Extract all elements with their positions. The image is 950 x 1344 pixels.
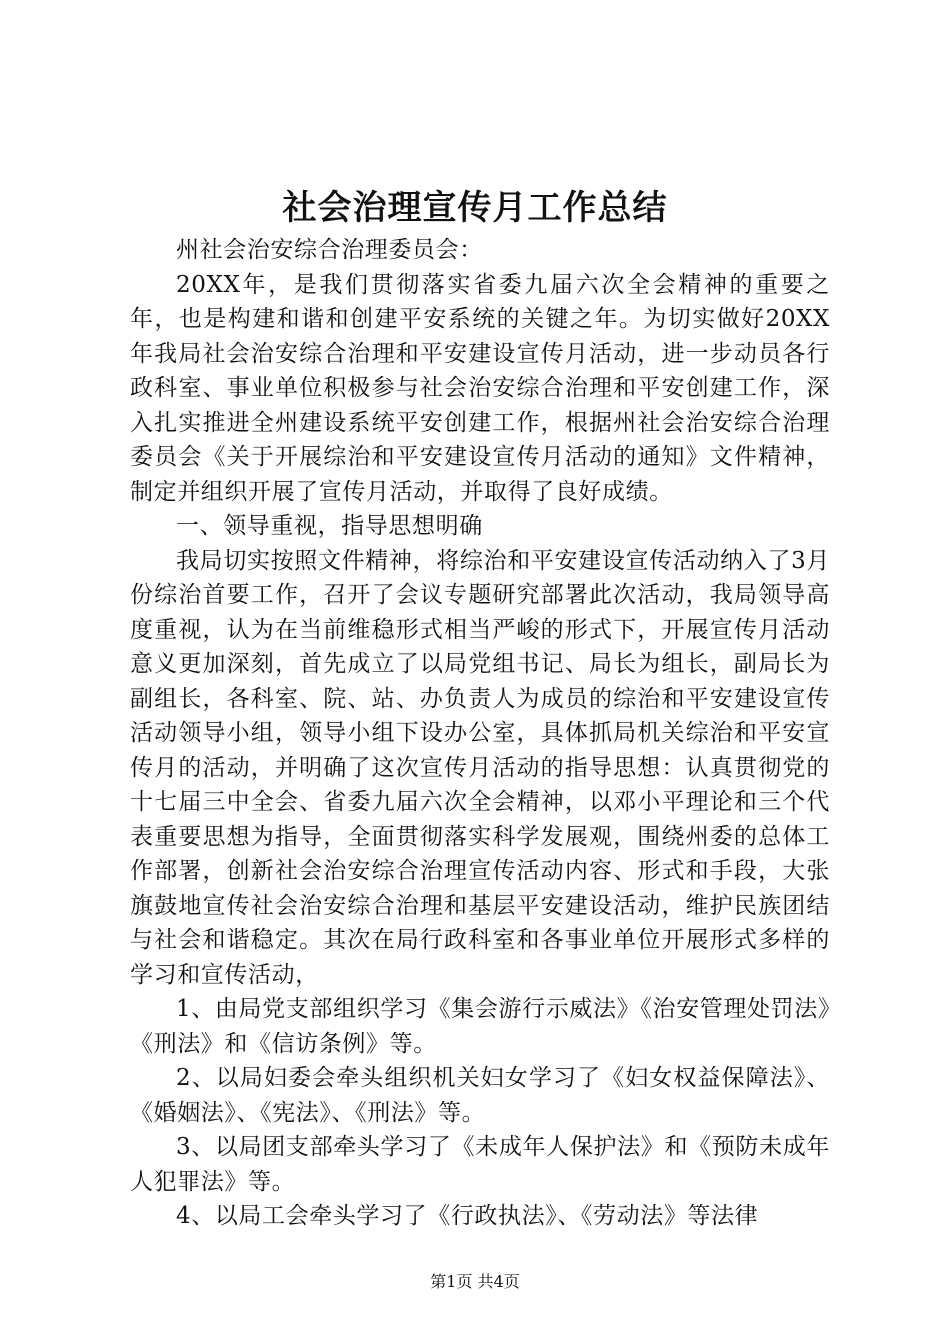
document-title: 社会治理宣传月工作总结 [282, 188, 668, 228]
page-number: 第1页 共4页 [430, 1272, 520, 1291]
section-heading: 一、领导重视，指导思想明确 [176, 513, 483, 539]
section-paragraph: 我局切实按照文件精神，将综治和平安建设宣传活动纳入了3月份综治首要工作，召开了会议专题研究部署此次活动，我局领导高度重视，认为在当前维稳形式相当严峻的形式下，开展宣传月活动意义更加深刻，首先成立了以局党组书记、局长为组长，副局长为副组长，各科室、院、站、办负责人为成员的综治和平安建设宣传活动领导小组，领导小组下设办公室，具体抓局机关综治和平安宣传月的活动，并明确了这次宣传月活动的指导思想：认真贯彻党的十七届三中全会、省委九届六次全会精神，以邓小平理论和三个代表重要思想为指导，全面贯彻落实科学发展观，围绕州委的总体工作部署，创新社会治安综合治理宣传活动内容、形式和手段，大张旗鼓地宣传社会治安综合治理和基层平安建设活动，维护民族团结与社会和谐稳定。其次在局行政科室和各事业单位开展形式多样的学习和宣传活动， [130, 547, 830, 988]
list-item: 3、以局团支部牵头学习了《未成年人保护法》和《预防未成年人犯罪法》等。 [130, 1134, 830, 1195]
list-item: 4、以局工会牵头学习了《行政执法》、《劳动法》等法律 [176, 1203, 759, 1229]
list-item: 2、以局妇委会牵头组织机关妇女学习了《妇女权益保障法》、《婚姻法》、《宪法》、《刑法》等。 [130, 1065, 830, 1126]
list-item: 1、由局党支部组织学习《集会游行示威法》《治安管理处罚法》《刑法》和《信访条例》等。 [130, 996, 830, 1057]
intro-paragraph: 20XX年，是我们贯彻落实省委九届六次全会精神的重要之年，也是构建和谐和创建平安系统的关键之年。为切实做好20XX年我局社会治安综合治理和平安建设宣传月活动，进一步动员各行政科室、事业单位积极参与社会治安综合治理和平安创建工作，深入扎实推进全州建设系统平安创建工作，根据州社会治安综合治理委员会《关于开展综治和平安建设宣传月活动的通知》文件精神，制定并组织开展了宣传月活动，并取得了良好成绩。 [130, 271, 830, 505]
salutation: 州社会治安综合治理委员会： [176, 237, 483, 263]
document-body [130, 233, 830, 1234]
